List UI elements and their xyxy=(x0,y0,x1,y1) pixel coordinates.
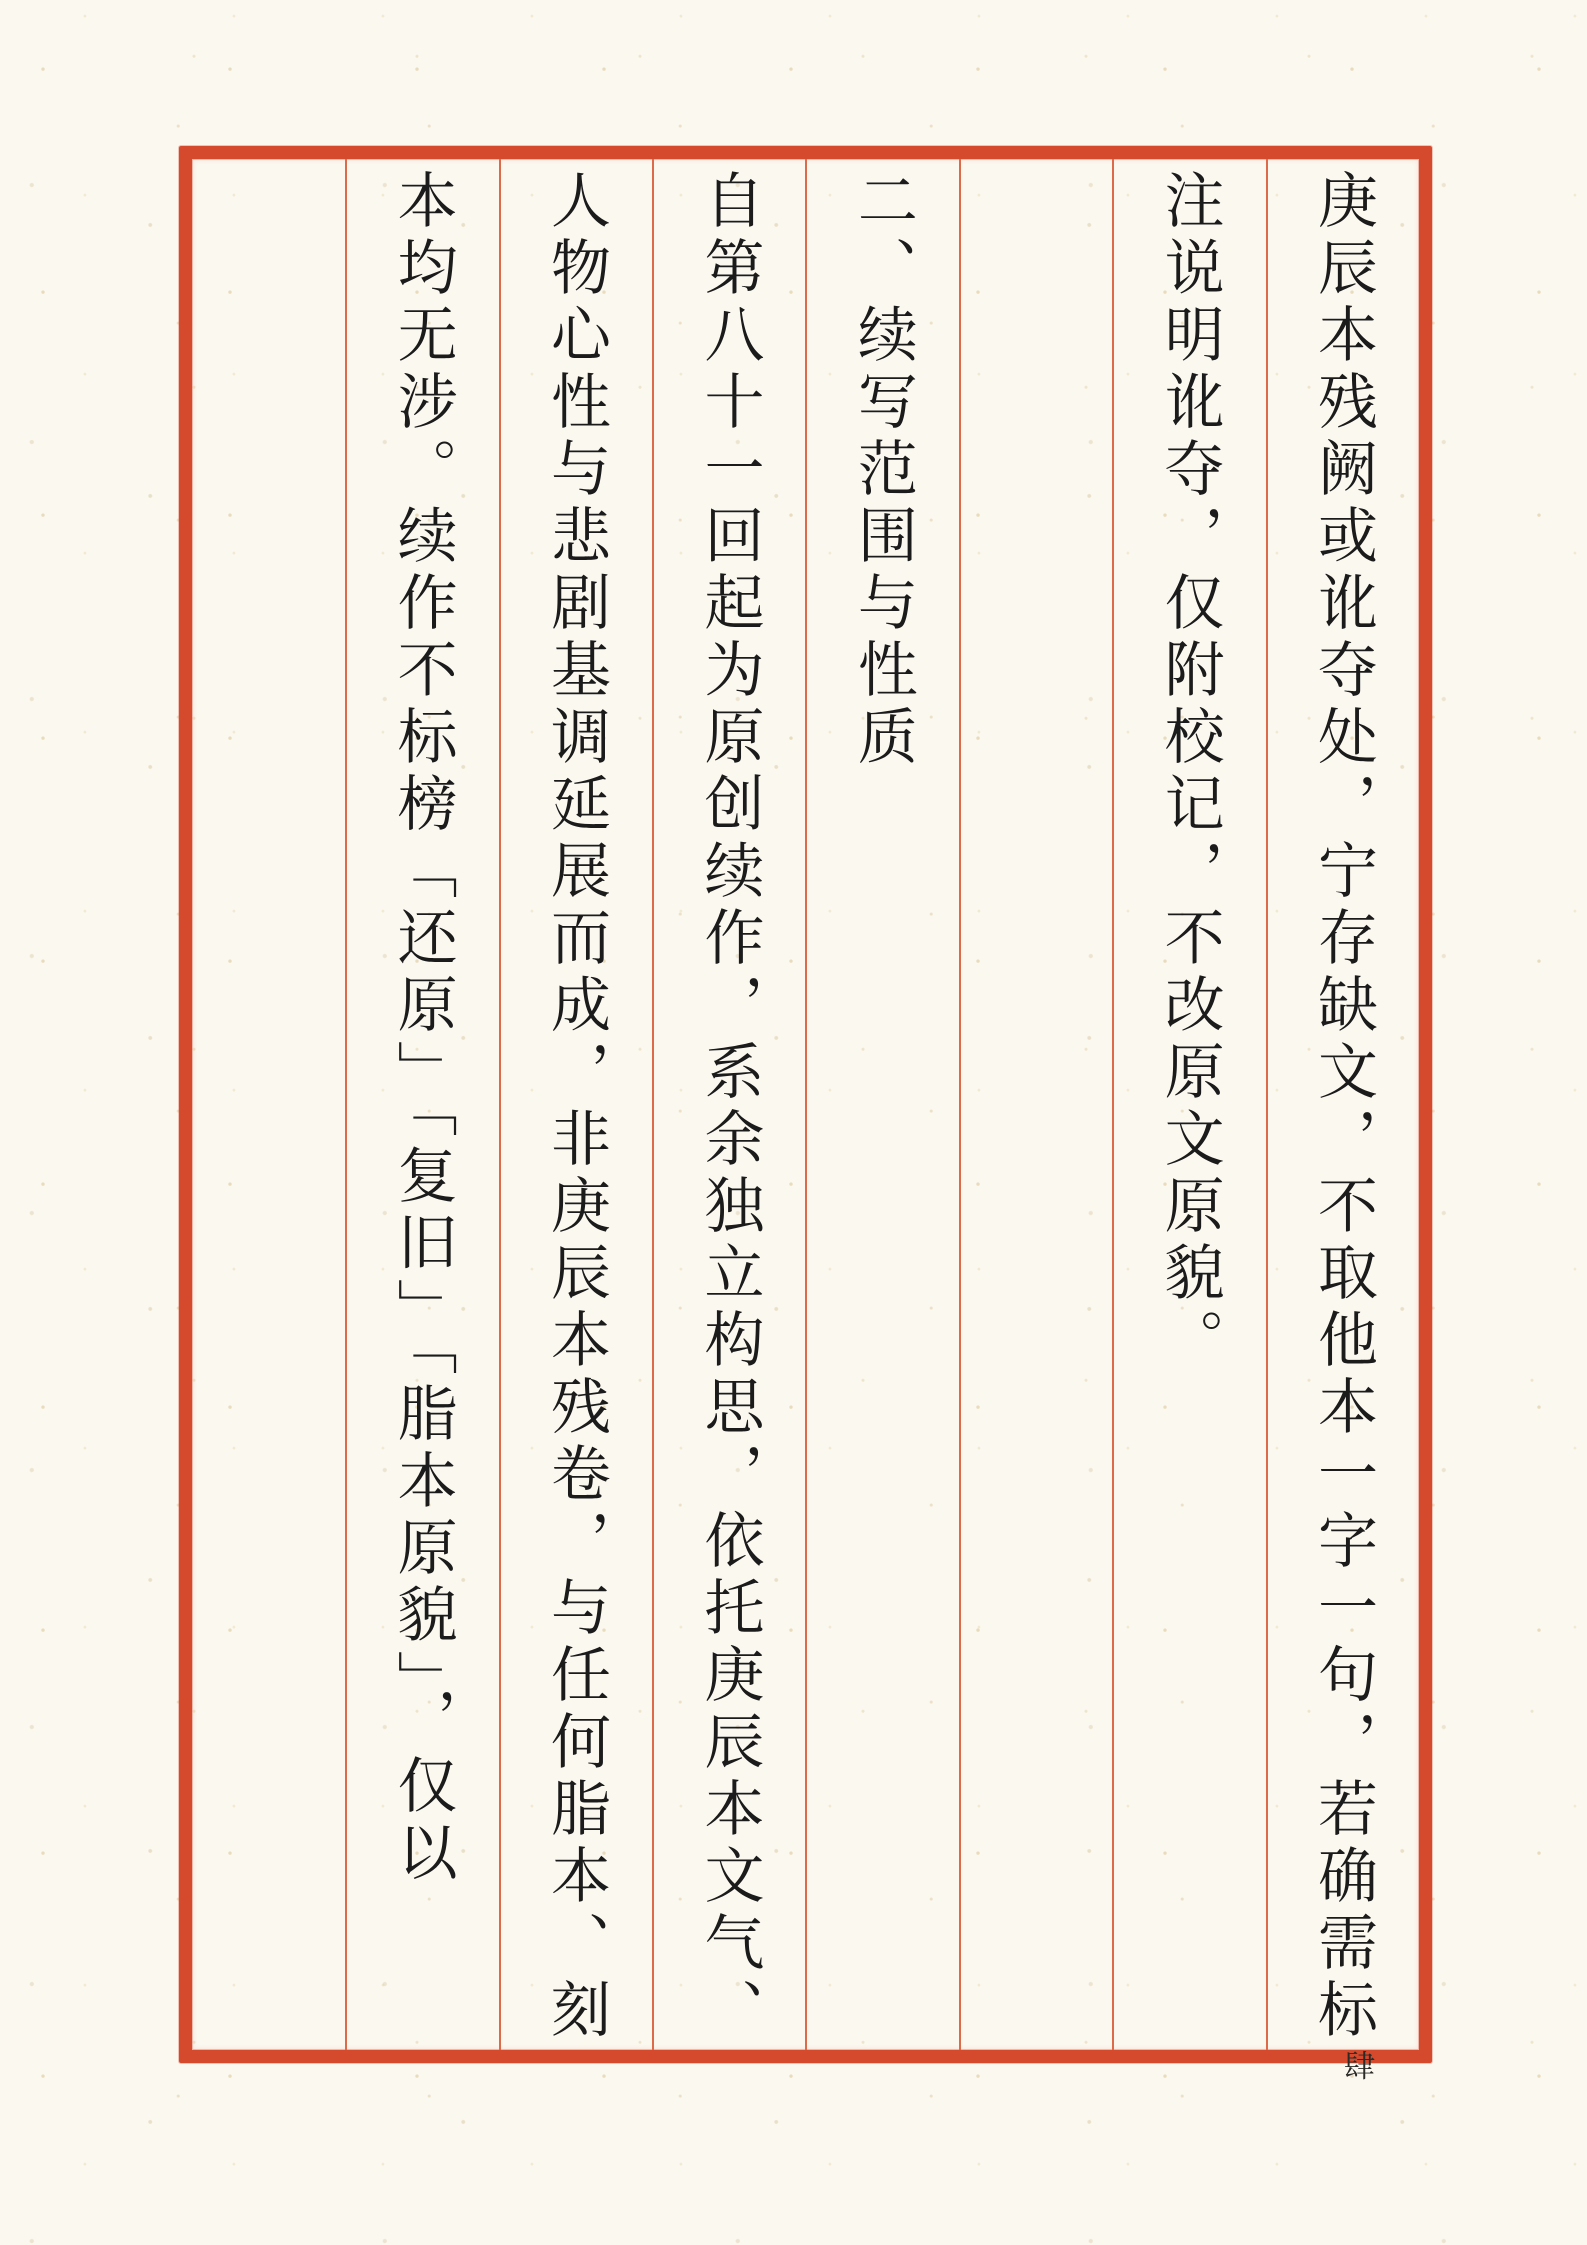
text-column-5: 自第八十一回起为原创续作，系余独立构思，依托庚辰本文气、 xyxy=(652,159,805,2050)
text-column-6: 人物心性与悲剧基调延展而成，非庚辰本残卷，与任何脂本、刻 xyxy=(499,159,652,2050)
text-column-8-empty xyxy=(192,159,345,2050)
text-column-7: 本均无涉。续作不标榜「还原」「复旧」「脂本原貌」，仅以 xyxy=(345,159,498,2050)
text-column-4-heading: 二、续写范围与性质 xyxy=(805,159,958,2050)
red-border-frame xyxy=(179,146,1432,2063)
text-column-1: 庚辰本残阙或讹夺处，宁存缺文，不取他本一字一句，若确需标 xyxy=(1266,159,1419,2050)
column-grid xyxy=(192,159,1419,2050)
page-number: 肆 xyxy=(1344,2049,1375,2084)
text-column-2: 注说明讹夺，仅附校记，不改原文原貌。 xyxy=(1112,159,1265,2050)
text-column-3-empty xyxy=(959,159,1112,2050)
